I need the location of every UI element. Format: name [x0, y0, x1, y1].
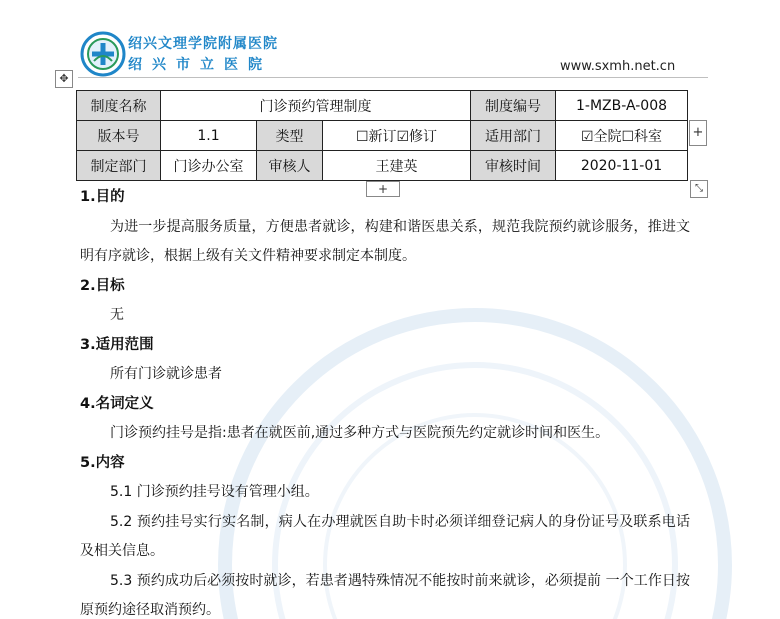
table-cell-value[interactable]: 2020-11-01: [556, 151, 688, 181]
table-cell-label[interactable]: 制定部门: [77, 151, 161, 181]
table-cell-label[interactable]: 类型: [257, 121, 323, 151]
table-row: [77, 91, 688, 121]
add-row-plus-icon[interactable]: +: [366, 181, 400, 197]
paragraph: 为进一步提高服务质量，方便患者就诊，构建和谐医患关系，规范我院预约就诊服务，推进文明有序就诊，根据上级有关文件精神要求制定本制度。: [80, 218, 690, 264]
hospital-logo: [80, 31, 126, 77]
section-heading: 5.内容: [80, 454, 125, 471]
resize-diagonal-icon[interactable]: ⤡: [690, 180, 708, 198]
document-body: [80, 183, 690, 619]
header-divider: [78, 77, 708, 78]
section-heading: 1.目的: [80, 189, 125, 205]
paragraph: 5.2 预约挂号实行实名制，病人在办理就医自助卡时必须详细登记病人的身份证号及联系电话及相关信息。: [80, 513, 690, 559]
section-heading: 2.目标: [80, 277, 125, 294]
table-cell-label[interactable]: 版本号: [77, 121, 161, 151]
add-column-plus-icon[interactable]: +: [689, 120, 707, 146]
table-cell-value[interactable]: ☐新订☑修订: [323, 121, 471, 151]
table-row: [77, 151, 688, 181]
table-cell-value[interactable]: 门诊办公室: [161, 151, 257, 181]
paragraph: 5.1 门诊预约挂号设有管理小组。: [110, 484, 319, 500]
paragraph: 无: [110, 307, 124, 323]
section-heading: 4.名词定义: [80, 395, 154, 412]
table-cell-label[interactable]: 制度编号: [471, 91, 556, 121]
table-cell-label[interactable]: 适用部门: [471, 121, 556, 151]
paragraph: 门诊预约挂号是指:患者在就医前,通过多种方式与医院预先约定就诊时间和医生。: [110, 425, 610, 441]
table-cell-label[interactable]: 审核时间: [471, 151, 556, 181]
website-url: www.sxmh.net.cn: [560, 59, 676, 74]
move-handle-icon[interactable]: ✥: [55, 70, 73, 88]
section-heading: 3.适用范围: [80, 336, 154, 353]
table-cell-value[interactable]: ☑全院☐科室: [556, 121, 688, 151]
paragraph: 所有门诊就诊患者: [110, 366, 222, 382]
table-cell-value[interactable]: 门诊预约管理制度: [161, 91, 471, 121]
table-row: [77, 121, 688, 151]
policy-info-table: [76, 90, 688, 181]
hospital-subtitle: 绍兴市立医院: [128, 57, 272, 73]
table-cell-value[interactable]: 1-MZB-A-008: [556, 91, 688, 121]
paragraph: 5.3 预约成功后必须按时就诊，若患者遇特殊情况不能按时前来就诊，必须提前 一个工作日按原预约途径取消预约。: [80, 572, 690, 618]
table-cell-value[interactable]: 1.1: [161, 121, 257, 151]
table-cell-value[interactable]: 王建英: [323, 151, 471, 181]
hospital-name: 绍兴文理学院附属医院: [128, 36, 278, 52]
table-cell-label[interactable]: 制度名称: [77, 91, 161, 121]
table-cell-label[interactable]: 审核人: [257, 151, 323, 181]
